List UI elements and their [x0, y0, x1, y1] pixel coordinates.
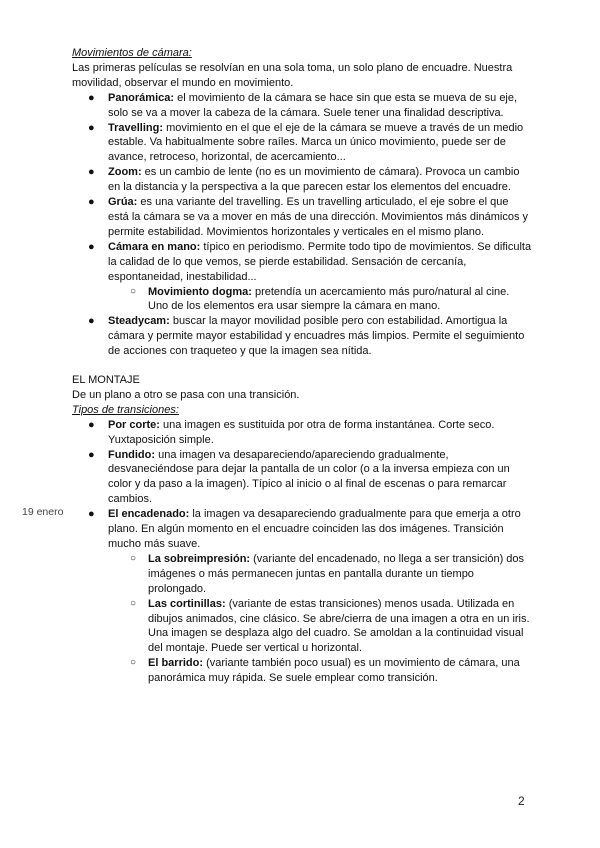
bullet-icon: ● [88, 240, 95, 253]
bullet-icon: ● [88, 448, 95, 461]
bullet-icon: ● [88, 196, 95, 209]
section-heading-camera-movements: Movimientos de cámara: [72, 47, 192, 59]
hollow-bullet-icon: ○ [130, 597, 137, 609]
hollow-bullet-icon: ○ [130, 657, 137, 669]
transitions-list [72, 418, 532, 686]
margin-date-note: 19 enero [22, 506, 64, 518]
bullet-icon: ● [88, 315, 95, 328]
section-intro: Las primeras películas se resolvían en una sola toma, un solo plano de encuadre. Nuestra movilidad, observar el mundo en movimiento. [72, 61, 513, 89]
list-item: ● Por corte: una imagen es sustituida por otra de forma instantánea. Corte seco. Yuxtaposición simple. [88, 418, 495, 446]
notes-body [72, 46, 532, 686]
bullet-icon: ● [88, 508, 95, 521]
sub-list-item: ○ Las cortinillas: (variante de estas transiciones) menos usada. Utilizada en dibujos animados, cine clásico. Se abre/cierra de una imagen a otra en un iris. Una imagen se desplaza algo del cuadro. Se amoldan a la continuidad visual del montaje. Puede ser vertical u horizontal. [130, 597, 530, 655]
hollow-bullet-icon: ○ [130, 552, 137, 564]
sub-list [108, 285, 532, 315]
sub-list-item: ○ La sobreimpresión: (variante del encadenado, no llega a ser transición) dos imágenes o más permanecen juntas en pantalla durante un tiempo prolongado. [130, 552, 525, 595]
list-item: ● Grúa: es una variante del travelling. Es un travelling articulado, el eje sobre el que está la cámara se va a mover en más de una dirección. Movimientos más dinámicos y permite estabilidad. Movimientos horizontales y verticales en el mismo plano. [88, 196, 529, 238]
list-item: ● Travelling: movimiento en el que el eje de la cámara se mueve a través de un medio estable. Va habitualmente sobre raíles. Marca un único movimiento, puede ser de avance, retroceso, horizontal, de acercamiento... [88, 121, 524, 164]
sub-list-item: ○ El barrido: (variante también poco usual) es un movimiento de cámara, una panorámica muy rápida. Se suele emplear como transición. [130, 657, 520, 685]
list-item: ● El encadenado: la imagen va desapareciendo gradualmente para que emerja a otro plano. En algún momento en el encuadre coinciden las dos imágenes. Transición mucho más suave. ○ La sobreimpresión: (variante del encadenado, no llega a ser transición) dos imágenes o más permanecen juntas en pantalla durante un tiempo prolongado. ○ Las cortinillas: (variante de estas transiciones) menos usada. Utilizada en dibujos animados, cine clásico. Se abre/cierra de una imagen a otra en un iris. Una imagen se desplaza algo del cuadro. Se amoldan a la continuidad visual del montaje. Puede ser vertical u horizontal. ○ El barrido: (variante también poco usual) es un movimiento de cámara, una panorámica muy rápida. Se suele emplear como transición. [72, 507, 532, 686]
section-heading-transitions: Tipos de transiciones: [72, 403, 179, 416]
bullet-icon: ● [88, 91, 95, 104]
page-number: 2 [518, 794, 525, 808]
camera-movements-list [72, 91, 532, 359]
bullet-icon: ● [88, 121, 95, 134]
section-title-montage: EL MONTAJE [72, 374, 140, 387]
hollow-bullet-icon: ○ [130, 285, 137, 297]
list-item: ● Zoom: es un cambio de lente (no es un movimiento de cámara). Provoca un cambio en la distancia y la perspectiva a la que parecen estar los elementos del encuadre. [88, 166, 520, 194]
sub-list-item: ○ Movimiento dogma: pretendía un acercamiento más puro/natural al cine. Uno de los elementos era usar siempre la cámara en mano. [130, 285, 510, 313]
list-item: ● Cámara en mano: típico en periodismo. Permite todo tipo de movimientos. Se dificulta la calidad de lo que vemos, se pierde estabilidad. Sensación de cercanía, espontaneidad, inestabilidad... ○ Movimiento dogma: pretendía un acercamiento más puro/natural al cine. Uno de los elementos era usar siempre la cámara en mano. [88, 240, 532, 313]
bullet-icon: ● [88, 166, 95, 179]
section-intro: De un plano a otro se pasa con una transición. [72, 388, 300, 401]
list-item: ● Steadycam: buscar la mayor movilidad posible pero con estabilidad. Amortigua la cámara y permite mayor estabilidad y encuadres más limpios. Permite el seguimiento de acciones con traqueteo y que la imagen sea nítida. [88, 315, 525, 358]
list-item: ● Fundido: una imagen va desapareciendo/apareciendo gradualmente, desvaneciéndose para dejar la pantalla de un color (o a la inversa empieza con un color y da paso a la imagen). Típico al inicio o al final de escenas o para remarcar cambios. [88, 448, 510, 506]
bullet-icon: ● [88, 418, 95, 431]
spacer [72, 359, 532, 373]
list-item: ● Panorámica: el movimiento de la cámara se hace sin que esta se mueva de su eje, solo se va a mover la cabeza de la cámara. Suele tener una finalidad descriptiva. [88, 91, 518, 119]
sub-list [108, 552, 532, 686]
